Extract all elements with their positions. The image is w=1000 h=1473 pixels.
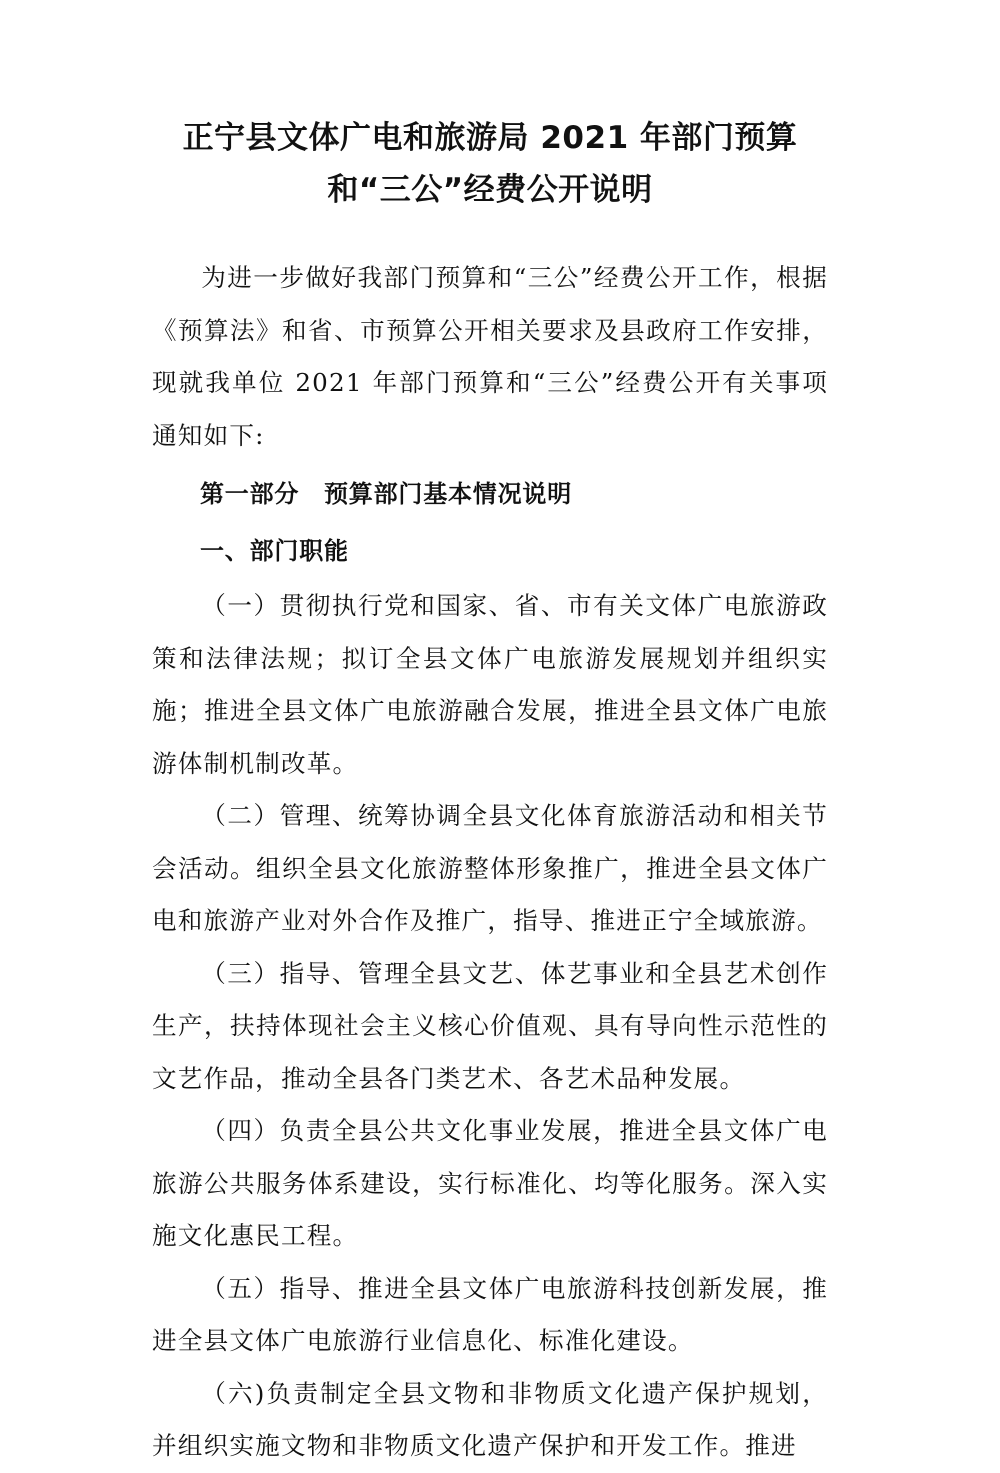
duty-paragraph: （二）管理、统筹协调全县文化体育旅游活动和相关节会活动。组织全县文化旅游整体形象推广，推进全县文体广电和旅游产业对外合作及推广，指导、推进正宁全域旅游。 [152, 801, 828, 935]
duty-paragraph: （五）指导、推进全县文体广电旅游科技创新发展，推进全县文体广电旅游行业信息化、标准化建设。 [152, 1273, 828, 1355]
duty-paragraph: （一）贯彻执行党和国家、省、市有关文体广电旅游政策和法律法规；拟订全县文体广电旅游发展规划并组织实施；推进全县文体广电旅游融合发展，推进全县文体广电旅游体制机制改革。 [152, 591, 828, 778]
intro-paragraph: 为进一步做好我部门预算和“三公”经费公开工作，根据《预算法》和省、市预算公开相关要求及县政府工作安排，现就我单位 2021 年部门预算和“三公”经费公开有关事项通知如下: [152, 263, 828, 450]
section-heading: 一、部门职能 [200, 537, 349, 565]
duty-paragraph: （三）指导、管理全县文艺、体艺事业和全县艺术创作生产，扶持体现社会主义核心价值观、具有导向性示范性的文艺作品，推动全县各门类艺术、各艺术品种发展。 [152, 958, 828, 1093]
part-heading: 第一部分 预算部门基本情况说明 [200, 480, 572, 508]
duty-paragraph: （六)负责制定全县文物和非物质文化遗产保护规划，并组织实施文物和非物质文化遗产保护和开发工作。推进 [152, 1378, 828, 1460]
document-body [152, 252, 828, 1473]
document-title: 正宁县文体广电和旅游局 2021 年部门预算和“三公”经费公开说明 [182, 120, 798, 208]
duty-paragraph: （四）负责全县公共文化事业发展，推进全县文体广电旅游公共服务体系建设，实行标准化、均等化服务。深入实施文化惠民工程。 [152, 1116, 828, 1250]
